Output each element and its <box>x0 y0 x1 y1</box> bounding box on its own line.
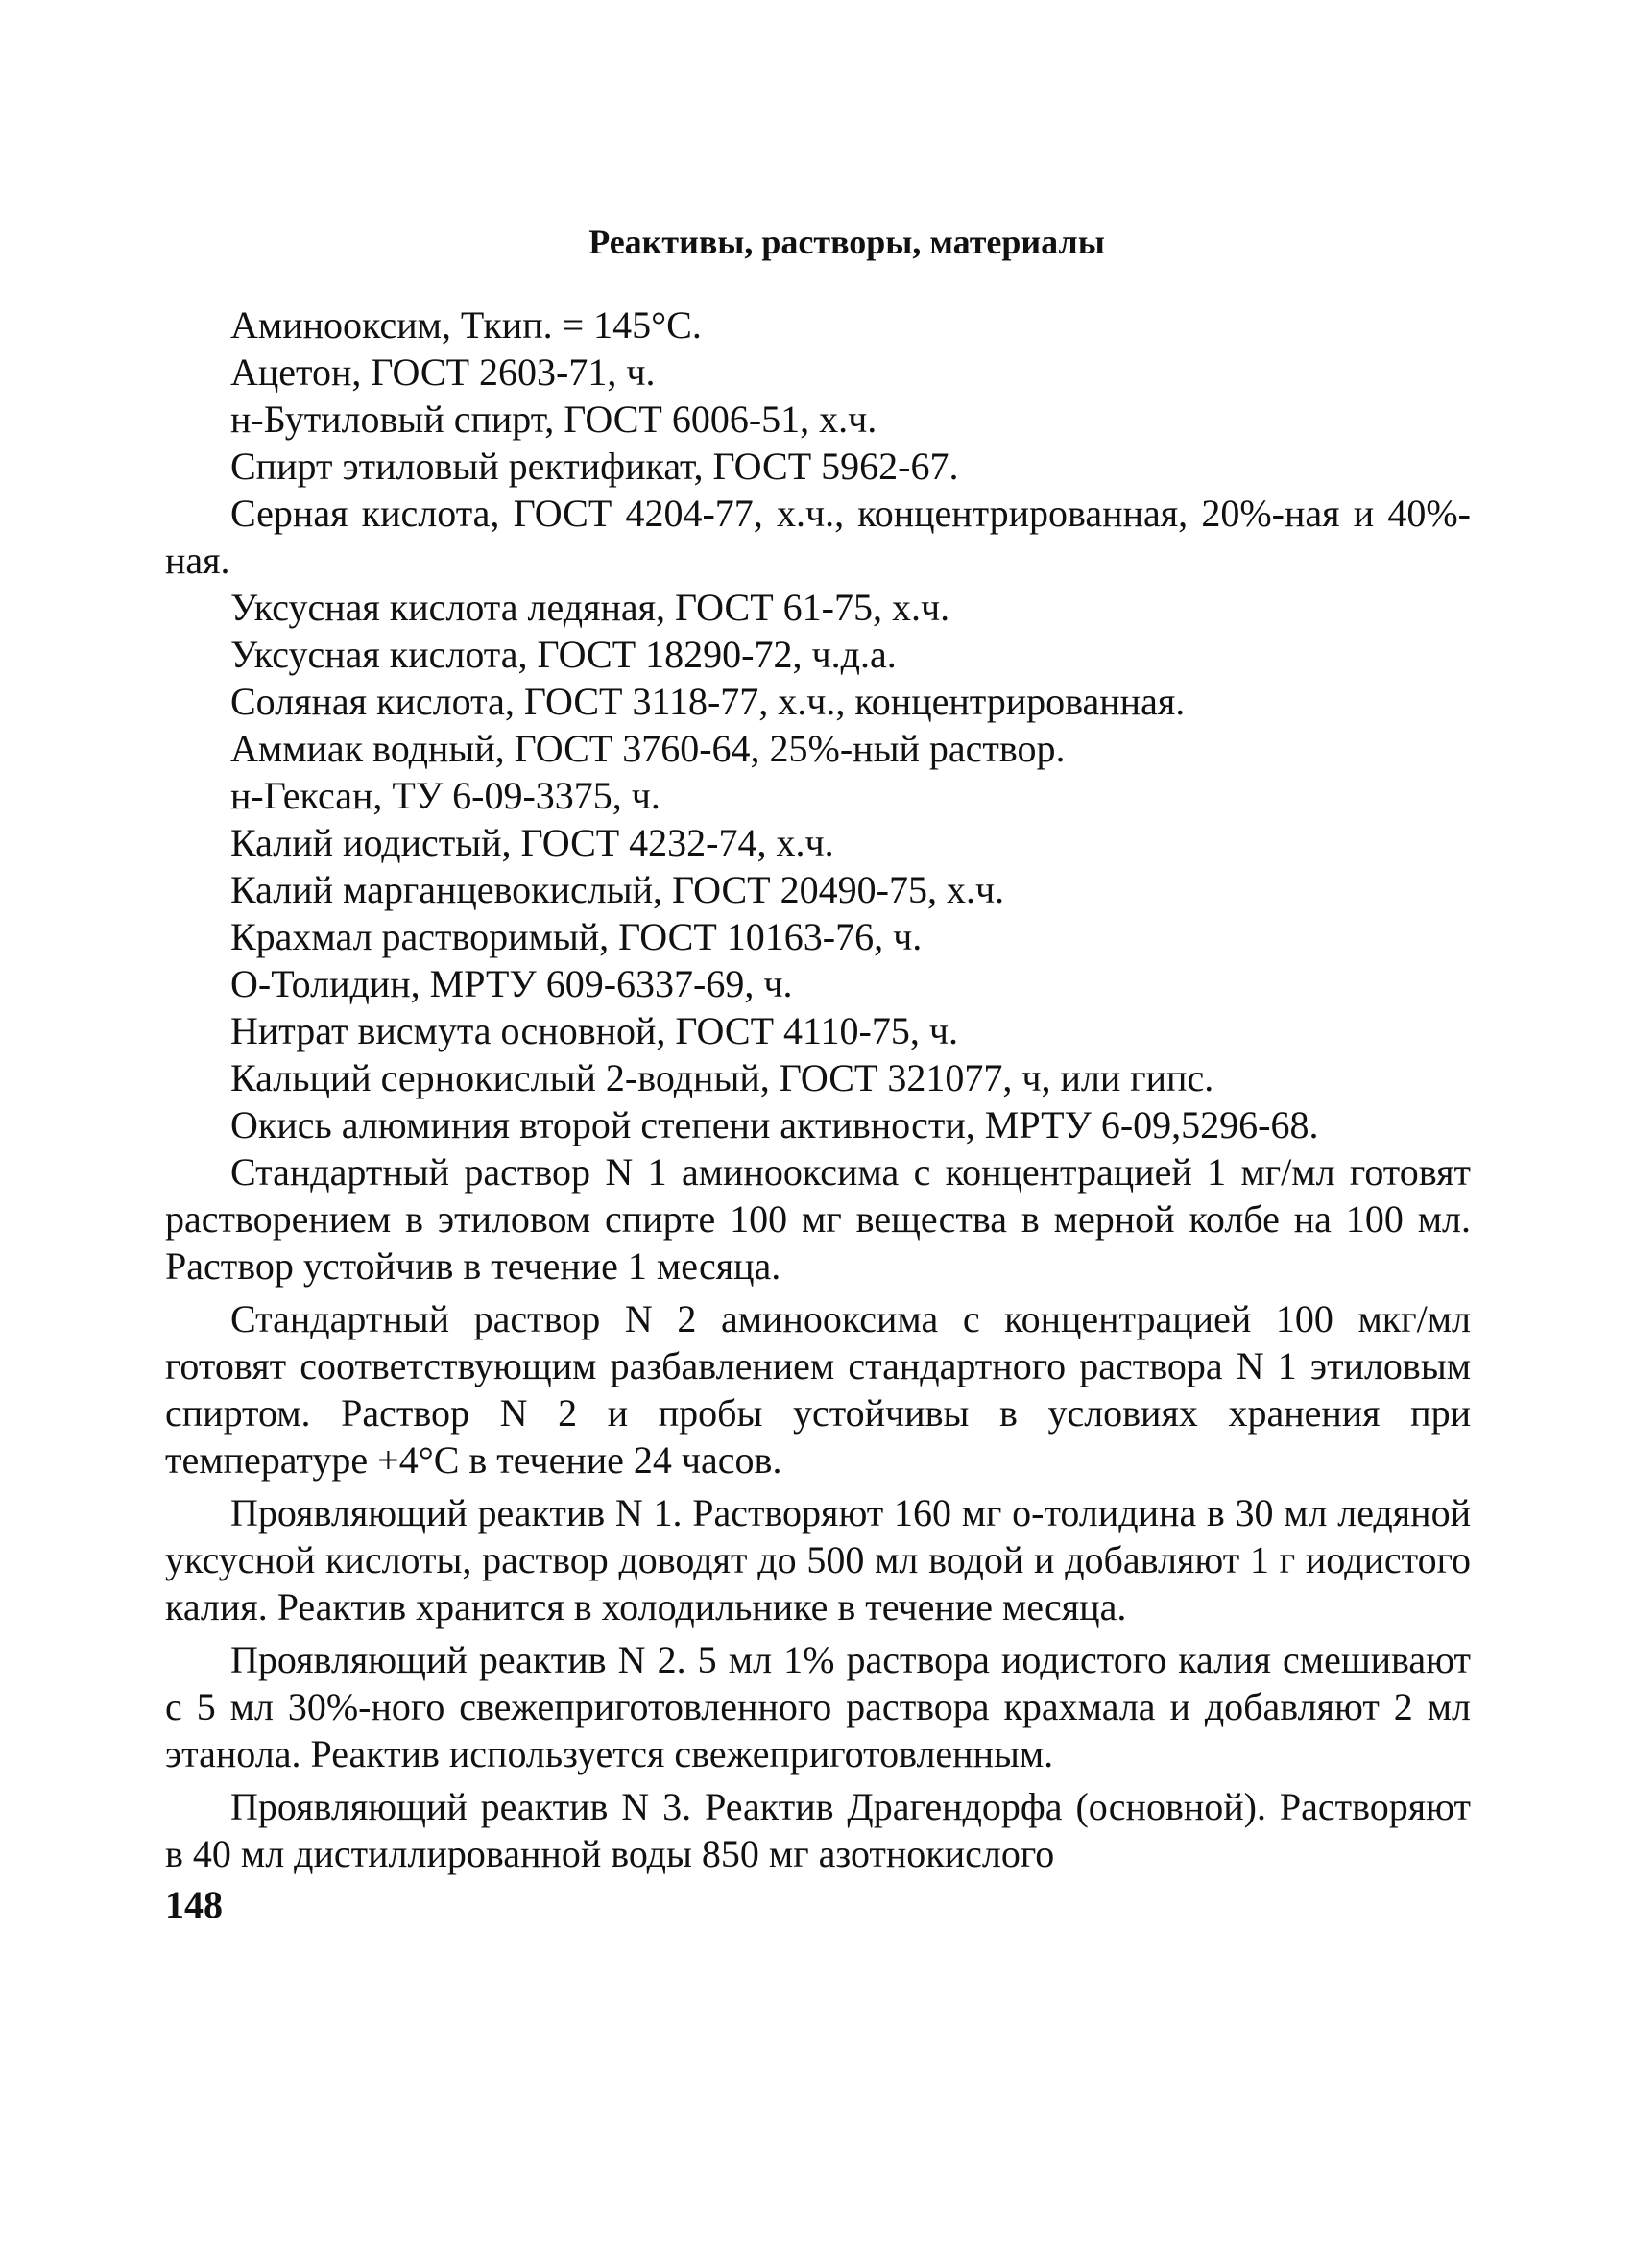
reagent-item: Калий марганцевокислый, ГОСТ 20490-75, х.ч. <box>230 868 1005 911</box>
reagent-item: Уксусная кислота, ГОСТ 18290-72, ч.д.а. <box>230 633 897 676</box>
reagent-item: н-Бутиловый спирт, ГОСТ 6006-51, х.ч. <box>230 398 877 441</box>
reagent-item: Нитрат висмута основной, ГОСТ 4110-75, ч. <box>230 1009 958 1052</box>
body-paragraph: Стандартный раствор N 2 аминооксима с концентрацией 100 мкг/мл готовят соответствующим разбавлением стандартного раствора N 1 этиловым спиртом. Раствор N 2 и пробы устойчивы в условиях хранения при температуре +4°С в течение 24 часов. <box>165 1297 1471 1482</box>
body-paragraph: Стандартный раствор N 1 аминооксима с концентрацией 1 мг/мл готовят растворением в этиловом спирте 100 мг вещества в мерной колбе на 100 мл. Раствор устойчив в течение 1 месяца. <box>165 1150 1471 1288</box>
reagent-item: Серная кислота, ГОСТ 4204-77, х.ч., концентрированная, 20%-ная и 40%-ная. <box>165 492 1471 582</box>
body-paragraph: Проявляющий реактив N 2. 5 мл 1% раствора иодистого калия смешивают с 5 мл 30%-ного свежеприготовленного раствора крахмала и добавляют 2 мл этанола. Реактив используется свежеприготовленным. <box>165 1638 1471 1775</box>
document-page <box>165 221 1471 1928</box>
reagent-item: Аммиак водный, ГОСТ 3760-64, 25%-ный раствор. <box>230 727 1066 770</box>
body-paragraph: Проявляющий реактив N 3. Реактив Драгендорфа (основной). Растворяют в 40 мл дистиллированной воды 850 мг азотнокислого <box>165 1785 1471 1875</box>
reagent-item: н-Гексан, ТУ 6-09-3375, ч. <box>230 774 660 817</box>
reagent-item: Соляная кислота, ГОСТ 3118-77, х.ч., концентрированная. <box>230 680 1186 723</box>
page-number: 148 <box>165 1883 223 1926</box>
reagent-item: Кальций сернокислый 2-водный, ГОСТ 321077, ч, или гипс. <box>230 1056 1214 1099</box>
section-heading: Реактивы, растворы, материалы <box>588 223 1105 261</box>
body-text <box>165 1148 1471 1877</box>
reagent-item: Аминооксим, Ткип. = 145°С. <box>230 303 702 347</box>
reagent-item: Спирт этиловый ректификат, ГОСТ 5962-67. <box>230 445 959 488</box>
reagent-item: Уксусная кислота ледяная, ГОСТ 61-75, х.ч. <box>230 586 950 629</box>
reagent-list <box>165 302 1471 1148</box>
body-paragraph: Проявляющий реактив N 1. Растворяют 160 мг о-толидина в 30 мл ледяной уксусной кислоты, раствор доводят до 500 мл водой и добавляют 1 г иодистого калия. Реактив хранится в холодильнике в течение месяца. <box>165 1491 1471 1629</box>
reagent-item: О-Толидин, МРТУ 609-6337-69, ч. <box>230 962 793 1005</box>
reagent-item: Калий иодистый, ГОСТ 4232-74, х.ч. <box>230 821 834 864</box>
reagent-item: Ацетон, ГОСТ 2603-71, ч. <box>230 350 656 394</box>
reagent-item: Окись алюминия второй степени активности, МРТУ 6-09,5296-68. <box>230 1103 1319 1146</box>
reagent-item: Крахмал растворимый, ГОСТ 10163-76, ч. <box>230 915 923 958</box>
